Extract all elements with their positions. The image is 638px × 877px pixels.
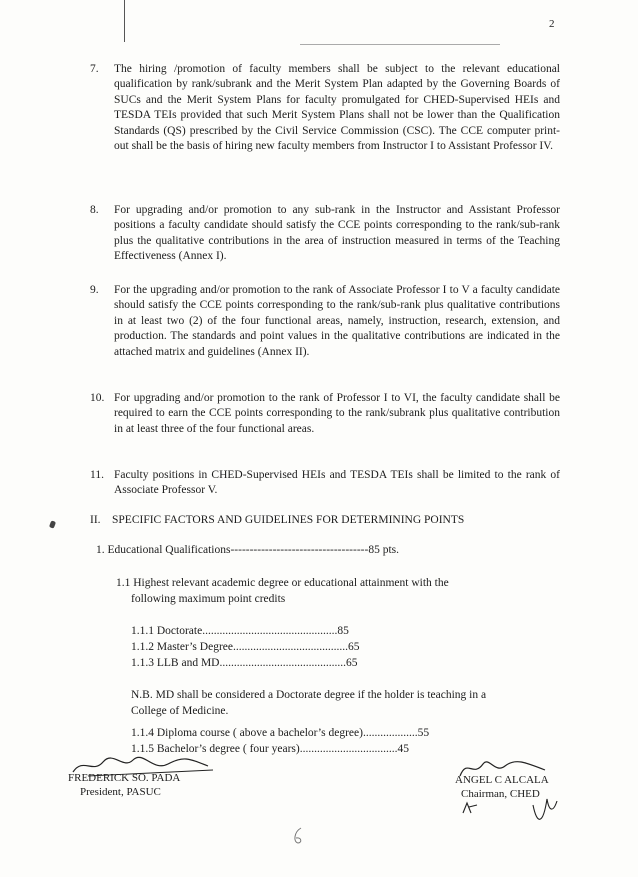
degree-label: 1.1.1 Doctorate	[131, 625, 203, 637]
degree-points: 65	[347, 641, 360, 653]
top-rule	[300, 44, 500, 45]
list-item-10	[90, 391, 560, 437]
list-item-11	[90, 468, 560, 499]
item-text: Faculty positions in CHED-Supervised HEIs and TESDA TEIs shall be limited to the rank of Associate Professor V.	[114, 469, 560, 497]
bullet-mark	[49, 520, 56, 528]
nb-line1: N.B. MD shall be considered a Doctorate degree if the holder is teaching in a	[131, 689, 487, 701]
degree-label: 1.1.3 LLB and MD	[131, 657, 220, 669]
handwritten-mark	[290, 826, 306, 846]
item-text: The hiring /promotion of faculty members shall be subject to the relevant educational qualification by rank/subrank and the Merit System Plan adapted by the Governing Boards of SUCs and the Merit System Plans for faculty promulgated for CHED-Supervised HEIs and TESDA TEIs provided that such Merit System Plans shall not be lower than the Qualification Standards (QS) prescribed by the Civil Service Commission (CSC). The CCE computer print-out shall be the basis of hiring new faculty members from Instructor I to Assistant Professor IV.	[114, 63, 560, 153]
signatory-right-name: ANGEL C ALCALA	[455, 774, 549, 786]
item-number: 8.	[90, 204, 99, 216]
signatory-left-name: FREDERICK SO. PADA	[68, 772, 181, 784]
degree-label: 1.1.4 Diploma course ( above a bachelor’s degree)	[131, 727, 363, 739]
degree-label: 1.1.2 Master’s Degree	[131, 641, 233, 653]
degree-points: 45	[397, 743, 409, 755]
item-text: For upgrading and/or promotion to any sub-rank in the Instructor and Assistant Professor positions a faculty candidate should satisfy the CCE points corresponding to the rank/sub-rank plus the qualitative contributions in the area of instruction measured in terms of the Teaching Effectiveness (Annex I).	[114, 204, 560, 263]
item-number: 11.	[90, 469, 104, 481]
section-title: SPECIFIC FACTORS AND GUIDELINES FOR DETERMINING POINTS	[112, 514, 465, 526]
degree-points: 85	[337, 625, 349, 637]
dot-leader: ........................................	[232, 641, 348, 653]
dot-leader: ............................................	[219, 657, 346, 669]
margin-mark	[124, 0, 125, 42]
item-text: For the upgrading and/or promotion to the rank of Associate Professor I to V a faculty candidate should satisfy the CCE points corresponding to the rank/sub-rank plus qualitative contributions in at least two (2) of the four functional areas, namely, instruction, research, extension, and production. The standards and point values in the qualitative contributions are indicated in the attached matrix and guidelines (Annex II).	[114, 284, 560, 358]
item-number: 10.	[90, 392, 105, 404]
dot-leader: ..................................	[299, 743, 398, 755]
degree-row	[131, 640, 359, 655]
degree-row	[131, 624, 349, 639]
list-item-8	[90, 203, 560, 265]
item-text: For upgrading and/or promotion to the rank of Professor I to VI, the faculty candidate shall be required to earn the CCE points corresponding to the rank/subrank plus qualitative contribution in at least three of the four functional areas.	[114, 392, 560, 435]
nb-line2: College of Medicine.	[131, 705, 229, 717]
degree-points: 65	[345, 657, 358, 669]
sub-1-1-line2: following maximum point credits	[131, 593, 286, 605]
signatory-left	[68, 771, 180, 799]
degree-points: 55	[417, 727, 430, 739]
dot-leader: ...............................................	[202, 625, 338, 637]
subsection-label: 1. Educational Qualifications	[96, 544, 231, 556]
list-item-7	[90, 62, 560, 154]
list-item-9	[90, 283, 560, 360]
degree-row	[131, 726, 429, 741]
subsection-points: 85 pts.	[368, 544, 399, 556]
item-number: 7.	[90, 63, 99, 75]
signatory-right-title: Chairman, CHED	[461, 788, 540, 800]
leader: ------------------------------------	[230, 544, 369, 556]
signatory-left-title: President, PASUC	[80, 786, 161, 798]
degree-label: 1.1.5 Bachelor’s degree ( four years)	[131, 743, 300, 755]
subsection-educational-qualifications	[96, 543, 399, 558]
initials-mark	[455, 795, 565, 835]
sub-1-1-line1: 1.1 Highest relevant academic degree or educational attainment with the	[116, 577, 449, 589]
page-number: 2	[549, 18, 555, 30]
dot-leader: ...................	[362, 727, 418, 739]
degree-row	[131, 656, 357, 671]
section-number: II.	[90, 514, 101, 526]
item-number: 9.	[90, 284, 99, 296]
